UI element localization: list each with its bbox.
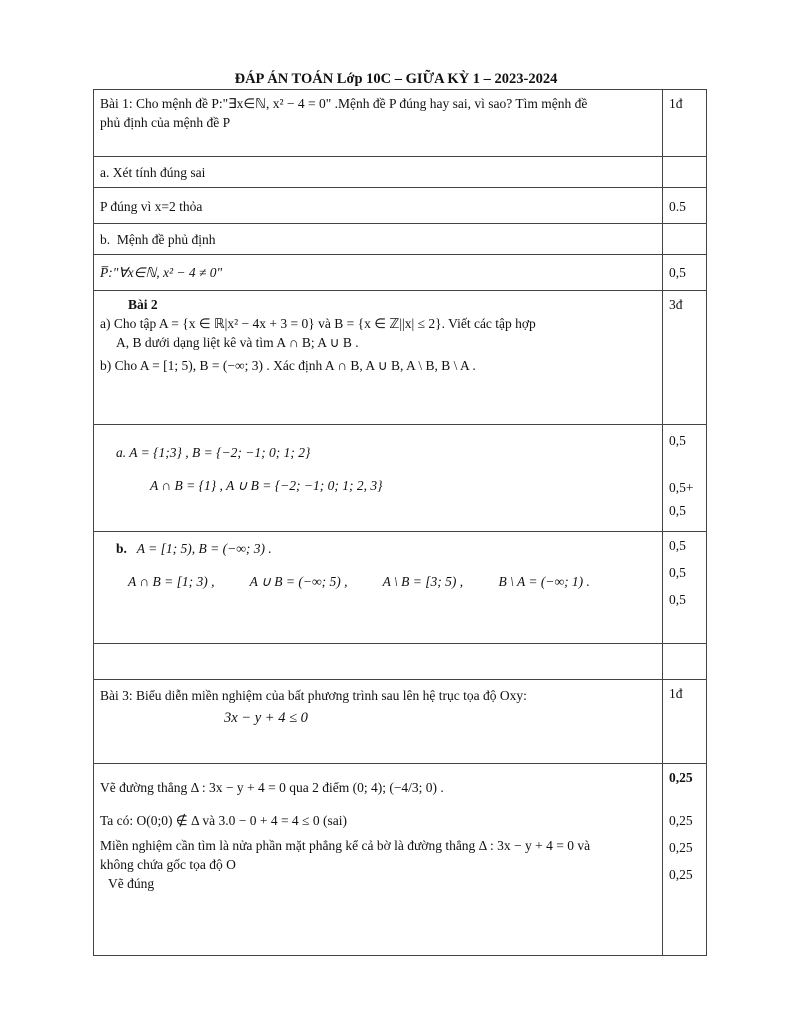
bai1-part-a-answer: P đúng vì x=2 thỏa — [94, 188, 663, 224]
set-result: A \ B = [3; 5) , — [382, 574, 464, 589]
page-title: ĐÁP ÁN TOÁN Lớp 10C – GIỮA KỲ 1 – 2023-2024 — [234, 71, 558, 87]
bai3-answer — [94, 764, 663, 956]
bai3-inequality: 3x − y + 4 ≤ 0 — [224, 710, 308, 726]
score-value: 0,25 — [669, 867, 693, 882]
bai2-answer-b-text: A = [1; 5), B = (−∞; 3) . — [136, 541, 272, 556]
bai2-answer-a-scores — [663, 425, 707, 532]
table-row — [94, 680, 707, 764]
bai1-question-line2: phủ định của mệnh đề P — [100, 115, 231, 130]
bai3-answer-line3: Miền nghiệm cần tìm là nửa phần mặt phẳng kể cả bờ là đường thẳng Δ : 3x − y + 4 = 0 và — [100, 838, 591, 853]
table-row — [94, 644, 707, 680]
bai3-score: 1đ — [663, 680, 707, 764]
score-value: 0,5+ — [669, 480, 694, 495]
bai1-part-b-score: 0,5 — [663, 255, 707, 291]
score-value: 0,5 — [669, 592, 686, 607]
bai1-part-a-label: a. Xét tính đúng sai — [94, 157, 663, 188]
bai2-answer-b — [94, 532, 663, 644]
table-row — [94, 157, 707, 188]
bai2-question-a-line1: a) Cho tập A = {x ∈ ℝ|x² − 4x + 3 = 0} và B = {x ∈ ℤ||x| ≤ 2}. Viết các tập hợp — [100, 316, 536, 331]
table-row — [94, 255, 707, 291]
bai3-answer-scores — [663, 764, 707, 956]
bai1-part-b-label: Mệnh đề phủ định — [116, 232, 216, 247]
bai1-part-b-answer: P̅:"∀x∈ℕ, x² − 4 ≠ 0" — [94, 255, 663, 291]
bai2-answer-a-line1: a. A = {1;3} , B = {−2; −1; 0; 1; 2} — [116, 445, 311, 460]
bai1-part-a-score: 0.5 — [663, 188, 707, 224]
bai2-question — [94, 291, 663, 425]
bai3-question — [94, 680, 663, 764]
score-value: 0,5 — [669, 433, 686, 448]
table-row — [94, 90, 707, 157]
bai2-answer-b-line2 — [100, 572, 656, 591]
table-row — [94, 532, 707, 644]
bai2-question-b: b) Cho A = [1; 5), B = (−∞; 3) . Xác định A ∩ B, A ∪ B, A \ B, B \ A . — [100, 358, 476, 373]
table-row — [94, 425, 707, 532]
table-row — [94, 764, 707, 956]
bai2-score: 3đ — [663, 291, 707, 425]
score-value: 0,5 — [669, 503, 686, 518]
bai3-answer-line5: Vẽ đúng — [108, 876, 155, 891]
table-row — [94, 224, 707, 255]
bai3-answer-line2: Ta có: O(0;0) ∉ Δ và 3.0 − 0 + 4 = 4 ≤ 0 (sai) — [100, 813, 347, 828]
answer-table — [93, 89, 707, 956]
set-result: A ∪ B = (−∞; 5) , — [249, 574, 348, 589]
set-result: B \ A = (−∞; 1) . — [498, 574, 590, 589]
bai1-question — [94, 90, 663, 157]
bai2-heading: Bài 2 — [128, 297, 158, 312]
bai2-question-a-line2: A, B dưới dạng liệt kê và tìm A ∩ B; A ∪ B . — [116, 335, 359, 350]
score-value: 0,5 — [669, 565, 686, 580]
bai2-answer-a — [94, 425, 663, 532]
score-value: 0,25 — [669, 813, 693, 828]
set-result: A ∩ B = [1; 3) , — [128, 574, 215, 589]
bai2-answer-a-line2: A ∩ B = {1} , A ∪ B = {−2; −1; 0; 1; 2, 3} — [150, 478, 383, 493]
table-row — [94, 291, 707, 425]
table-row — [94, 188, 707, 224]
bai2-answer-b-prefix: b. — [116, 541, 127, 556]
bai3-question-line: Bài 3: Biểu diễn miền nghiệm của bất phương trình sau lên hệ trục tọa độ Oxy: — [100, 688, 527, 703]
bai2-answer-b-scores — [663, 532, 707, 644]
score-value: 0,5 — [669, 538, 686, 553]
bai1-score: 1đ — [663, 90, 707, 157]
score-value: 0,25 — [669, 770, 693, 785]
bai1-part-b-cell — [94, 224, 663, 255]
score-value: 0,25 — [669, 840, 693, 855]
bai1-question-line1: Bài 1: Cho mệnh đề P:"∃x∈ℕ, x² − 4 = 0" .Mệnh đề P đúng hay sai, vì sao? Tìm mệnh đề — [100, 96, 588, 111]
bai3-answer-line1: Vẽ đường thẳng Δ : 3x − y + 4 = 0 qua 2 điểm (0; 4); (−4/3; 0) . — [100, 780, 444, 795]
bai2-answer-b-line1 — [100, 539, 656, 558]
bai3-answer-line4: không chứa gốc tọa độ O — [100, 857, 236, 872]
bai1-part-b-prefix: b. — [100, 232, 111, 247]
